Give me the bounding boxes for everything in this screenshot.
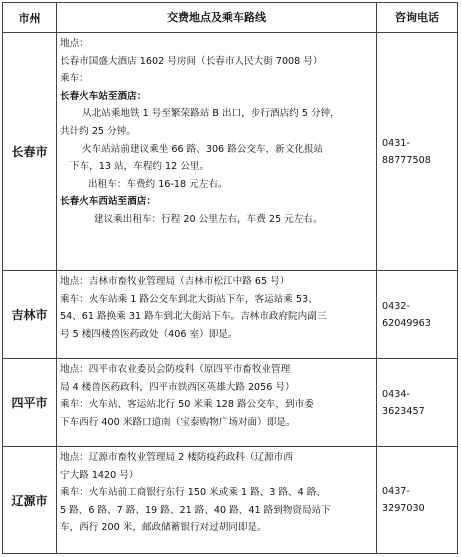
table-header <box>3 3 457 33</box>
route-line: 下车西行 400 米路口道南（宝泰购物广场对面）即是。 <box>60 416 296 428</box>
route-line: 建议乘出租车：行程 20 公里左右，车费 25 元左右。 <box>94 213 323 225</box>
route-line: 共计约 25 分钟。 <box>60 125 136 137</box>
header-route: 交费地点及乘车路线 <box>57 3 377 32</box>
route-line: 号 5 楼四楼兽医药政处（406 室）即是。 <box>60 328 238 340</box>
phone-cell <box>377 271 457 358</box>
route-details <box>57 359 377 446</box>
route-line: 长春市国盛大酒店 1602 号房间（长春市人民大街 7008 号） <box>60 55 323 67</box>
phone-number: 3297030 <box>382 503 425 514</box>
route-line: 乘车：火车站前工商银行东行 150 米或乘 1 路、3 路、4 路、 <box>60 487 326 499</box>
route-line: 下车，13 站，车程约 12 公里。 <box>70 161 210 173</box>
route-line: 宁大路 1420 号） <box>60 469 139 481</box>
route-line: 乘车：火车站乘 1 路公交车到北大街站下车，客运站乘 53、 <box>60 293 318 305</box>
route-line: 乘车：火车站、客运站北行 50 米乘 128 路公交车，到市委 <box>60 399 314 411</box>
route-line: 从北站乘地铁 1 号至繁荣路站 B 出口，步行酒店约 5 分钟， <box>82 108 340 120</box>
route-line: 地点：吉林市畜牧业管理局（吉林市松江中路 65 号） <box>60 276 290 287</box>
route-subheading: 长春火车西站至酒店： <box>60 196 156 208</box>
header-phone: 咨询电话 <box>395 11 439 24</box>
table-row-jilin <box>3 271 457 359</box>
route-details <box>57 271 377 358</box>
route-line: 局 4 楼兽医药政科，四平市铁西区英雄大路 2056 号） <box>60 381 295 393</box>
city-name: 辽源市 <box>3 447 57 553</box>
route-details <box>57 447 377 553</box>
phone-number: 88777508 <box>382 154 431 166</box>
phone-cell <box>377 359 457 446</box>
route-line: 火车站站前建议乘坐 66 路、306 路公交车，新文化报站 <box>82 143 324 155</box>
route-line: 车，西行 200 米，邮政储蓄银行对过胡同即是。 <box>60 522 267 534</box>
phone-cell <box>377 447 457 553</box>
phone-prefix: 0437- <box>382 486 410 497</box>
route-subheading: 长春火车站至酒店： <box>60 90 147 102</box>
table-row-liaoyuan <box>3 447 457 553</box>
phone-prefix: 0434- <box>382 388 410 400</box>
phone-number: 62049963 <box>382 317 431 329</box>
table-row-siping <box>3 359 457 447</box>
route-line: 地点：四平市农业委员会防疫科（原四平市畜牧业管理 <box>60 364 291 375</box>
route-line: 5 路、6 路、7 路、19 路、21 路、40 路、41 路到物资局站下 <box>60 504 331 516</box>
route-line: 地点：辽源市畜牧业管理局 2 楼防疫药政科（辽源市西 <box>60 452 293 463</box>
route-line: 地点： <box>60 38 89 49</box>
contact-table <box>2 2 458 554</box>
phone-cell <box>377 33 457 270</box>
route-line: 出租车：车费约 16-18 元左右。 <box>88 178 228 190</box>
phone-prefix: 0431- <box>382 137 410 149</box>
city-name: 四平市 <box>3 359 57 446</box>
phone-prefix: 0432- <box>382 300 410 312</box>
city-name: 长春市 <box>3 33 57 270</box>
phone-number: 3623457 <box>382 405 425 417</box>
city-name: 吉林市 <box>3 271 57 358</box>
header-city: 市州 <box>3 3 57 32</box>
table-row-changchun <box>3 33 457 271</box>
route-details <box>57 33 377 270</box>
route-line: 乘车： <box>60 73 89 85</box>
route-line: 54、61 路换乘 31 路车到北大街站下车。吉林市政府院内副三 <box>60 311 327 323</box>
